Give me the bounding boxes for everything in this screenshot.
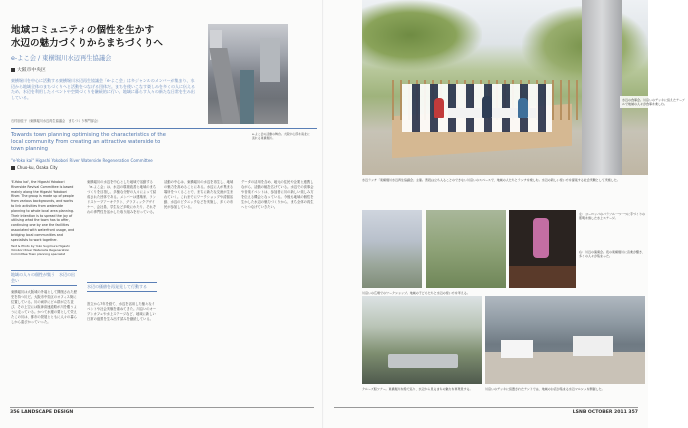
location-text: 大阪市中央区 bbox=[17, 68, 46, 73]
photo-caption: 川沿いの広場でのワークショップ。地域の子どもたちと水辺の使い方を考える。 bbox=[362, 291, 470, 295]
organization-name: e-よこ会 / 東横堀川水辺再生協議会 bbox=[11, 55, 112, 62]
photo-bridge-pillar bbox=[582, 0, 622, 175]
photo-caption: 川沿いのデッキに設置されたテントでは、地域のお店が集まる水辺マルシェを開催した。 bbox=[485, 387, 605, 391]
riverside-building-photo bbox=[362, 210, 422, 288]
body-column: データの活用を含め、地元の住民や企業と連携しながら、活動の幅を広げている。水辺での食事会や音楽イベントは、参加者に川の新しい楽しみ方を伝える機会となっている。今後も地域の個性を生かした水辺の魅力づくりから、まち全体の再生へとつなげていきたい。 bbox=[241, 180, 314, 209]
location-label bbox=[11, 66, 46, 73]
photo-river bbox=[240, 70, 254, 124]
english-location bbox=[11, 165, 58, 170]
article-title-line1: 地域コミュニティの個性を生かす bbox=[11, 25, 155, 36]
photo-building bbox=[260, 38, 280, 82]
photo-caption: 水辺ランチ「東横堀川水辺再生協議会」主催。普段は立ち入ることのできない川沿いのスペースで、地域の人たちとランチを楽しむ。水辺の新しい使い方を提案する社会実験として実施した。 bbox=[362, 178, 620, 182]
riverside-lawn-photo bbox=[426, 210, 506, 288]
body-column: 東横堀川の水辺を中心とした地域で活動する「e-よこ会」は、水辺の環境改善と地域のまちづくりを目指し、多様な分野の人々によって結成された団体である。メンバーは建築家、ランドスケープアーキテクト、グラフィックデザイナー、会社員、学生など多岐にわたり、それぞれの専門性を活かした取り組みを行っている。 bbox=[87, 180, 157, 214]
divider bbox=[11, 128, 317, 129]
square-bullet-icon bbox=[11, 166, 15, 170]
page-footer: LSNB OCTOBER 2011 357 bbox=[572, 410, 638, 415]
body-text: 東横堀川は大阪城の外堀として開削された歴史を持つ川だ。大阪市中央区のオフィス街に位置している。川の両岸にビル群が立ち並び、その上空には阪神高速道路が川を覆うように走っている。かつて水運の要として栄えたこの川は、都市の発展とともに人々の暮らしから遠ざかっていった。 bbox=[11, 290, 77, 324]
author-credit: 石村朋佳子（東横堀川水辺再生協議会 まちづくり専門部会） bbox=[11, 119, 101, 123]
photo-tent bbox=[501, 340, 533, 358]
body-column: 活動の中心は、東横堀川の水辺を再生し、地域の魅力を高めることにある。水辺に人が集まる場所をつくることで、まちに新たな交流が生まれていく。これまでにワークショップや清掃活動、水辺のピクニックなどを実施し、多くの市民が参加している。 bbox=[164, 180, 234, 209]
photo-caption: 水辺の食事会。川沿いのデッキに設えたテーブルで地域の人々が食事を楽しむ。 bbox=[620, 96, 688, 108]
section-heading: 地域の人々の個性が集う 水辺の出会い bbox=[11, 270, 77, 286]
section-heading: 水辺の価値を再発見して行動する bbox=[87, 282, 157, 292]
photo-person bbox=[434, 98, 444, 118]
cruise-boat-photo bbox=[362, 296, 482, 384]
article-title-line2: 水辺の魅力づくりからまちづくりへ bbox=[11, 38, 163, 49]
photo-tree bbox=[362, 0, 482, 70]
square-bullet-icon bbox=[11, 68, 15, 72]
photo-caption: 右：川辺の演奏会。夜の東横堀川に音楽が響き、多くの人々が集まった。 bbox=[579, 250, 645, 259]
right-page bbox=[324, 0, 685, 428]
riverside-market-photo bbox=[485, 296, 645, 384]
body-column: 設立から7年を経て、水辺を活用した様々なイベントや社会実験を重ねてきた。川沿いのオープンカフェや水上ステージなど、地域に新しい日常の風景を生み出す試みを継続している。 bbox=[87, 302, 157, 321]
footer-divider bbox=[334, 407, 638, 408]
photo-caption: 左：ヨーロッパのパラソル一つ一つに手づくりの照明を施した水上ステージ。 bbox=[579, 212, 645, 221]
photo-performer bbox=[533, 218, 549, 258]
english-location-text: Chuo-ku, Osaka City bbox=[17, 165, 58, 170]
page-footer: 356 LANDSCAPE DESIGN bbox=[10, 410, 74, 415]
photo-expressway bbox=[209, 48, 240, 124]
night-performance-photo bbox=[509, 210, 576, 288]
english-title: Towards town planning optimising the characteristics of the local community From creating an attractive waterside to town planning bbox=[11, 132, 166, 152]
photo-stage-floor bbox=[509, 266, 576, 288]
waterside-dinner-photo bbox=[362, 0, 685, 175]
photo-person bbox=[518, 98, 528, 118]
photo-boat bbox=[388, 354, 458, 368]
photo-person bbox=[482, 96, 492, 118]
photo-caption: クルーズ船ツアー。東横堀川を船で巡り、水辺から見るまちの魅力を再発見する。 bbox=[362, 387, 473, 391]
intro-paragraph: 東横堀川を中心に活動する東横堀川水辺再生協議会「e-よこ会」は多ジャンルのメンバーが集まり、水辺から地域全体のまちづくりへと活動をつなげる団体だ。まちを使いこなす楽しみを多くの人に伝えるため、水辺を利用したイベントや空間づくりを継続的に行い、地域に暮らす人々の新たな日常を生み出している。 bbox=[11, 78, 195, 100]
river-aerial-photo bbox=[208, 24, 288, 124]
left-page bbox=[0, 0, 324, 428]
footer-divider bbox=[10, 407, 314, 408]
photo-caption: e-よこ会の活動の舞台。大阪中心部を南北に流れる東横堀川。 bbox=[252, 132, 310, 141]
english-subtitle: "e-Yoko kai" Higashi Yokobori River Waterside Regeneration Committee bbox=[11, 158, 153, 163]
english-credit: Text & Photo by Yoko Sugimura Higashi Yokobori River Waterside Regeneration Committee Town planning specialist bbox=[11, 244, 70, 256]
photo-tent bbox=[573, 336, 613, 356]
english-body: 'E-Yoko kai', the Higashi Yokobori Riverside Revival Committee is based mainly along the Higashi Yokobori River. The group is made up of people from various backgrounds, and works to link activities from waterside planning to whole local area planning. Their intention is to spread the joy of utilising what the town has to offer, continuing one by one the facilities associated with waterfront usage, and bridging local communities and specialists to work together. bbox=[11, 180, 75, 242]
